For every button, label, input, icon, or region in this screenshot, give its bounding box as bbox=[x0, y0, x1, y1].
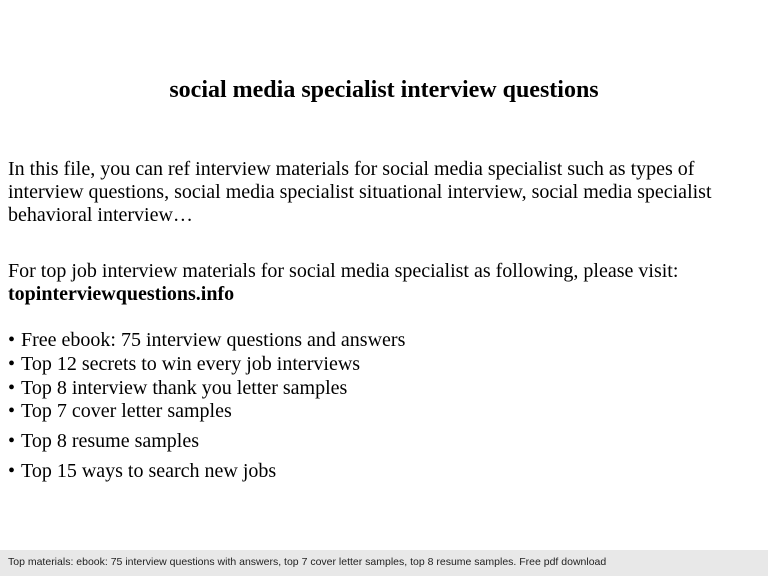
intro-paragraph bbox=[8, 158, 764, 227]
slide-title: social media specialist interview questions bbox=[169, 77, 599, 103]
footer-text: Top materials: ebook: 75 interview questions with answers, top 7 cover letter samples, top 8 resume samples. Free pdf download bbox=[8, 556, 607, 568]
bullet-icon: • bbox=[8, 329, 16, 351]
footer-bar bbox=[0, 550, 768, 576]
list-item-text: Top 7 cover letter samples bbox=[21, 400, 232, 422]
bullet-icon: • bbox=[8, 400, 16, 422]
list-item bbox=[8, 460, 764, 484]
list-item-text: Top 8 interview thank you letter samples bbox=[21, 377, 348, 399]
visit-paragraph bbox=[8, 260, 764, 306]
resource-list bbox=[8, 329, 764, 484]
bullet-icon: • bbox=[8, 353, 16, 375]
site-link[interactable]: topinterviewquestions.info bbox=[8, 283, 235, 305]
list-item bbox=[8, 377, 764, 400]
intro-line-1: In this file, you can ref interview materials for social media specialist such as types of bbox=[8, 158, 695, 180]
bullet-icon: • bbox=[8, 430, 16, 452]
bullet-icon: • bbox=[8, 377, 16, 399]
intro-line-3: behavioral interview… bbox=[8, 204, 193, 226]
list-item-text: Top 8 resume samples bbox=[21, 430, 200, 452]
intro-line-2: interview questions, social media specialist situational interview, social media specialist bbox=[8, 181, 712, 203]
visit-text: For top job interview materials for social media specialist as following, please visit: bbox=[8, 260, 679, 282]
list-item-text: Top 15 ways to search new jobs bbox=[21, 460, 277, 482]
list-item-text: Free ebook: 75 interview questions and answers bbox=[21, 329, 406, 351]
list-item-text: Top 12 secrets to win every job interviews bbox=[21, 353, 361, 375]
bullet-icon: • bbox=[8, 460, 16, 482]
list-item bbox=[8, 430, 764, 454]
list-item bbox=[8, 400, 764, 424]
list-item bbox=[8, 353, 764, 377]
list-item bbox=[8, 329, 764, 353]
